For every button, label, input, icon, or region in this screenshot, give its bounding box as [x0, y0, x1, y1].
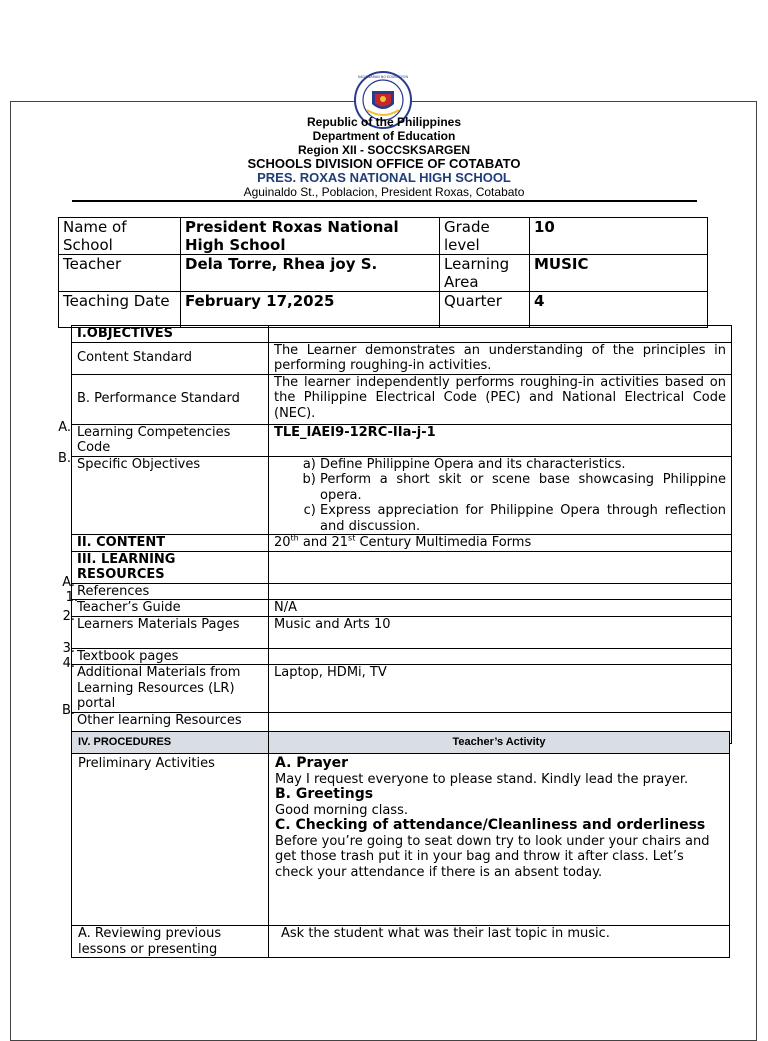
teacher-label: Teacher [59, 255, 181, 292]
tb-prefix: 3. [62, 641, 75, 656]
reviewing-label: A. Reviewing previous lessons or presenting [72, 926, 269, 958]
attendance-title: C. Checking of attendance/Cleanliness and orderliness [275, 817, 706, 833]
grade-label: Grade level [440, 218, 530, 255]
preliminary-activities-content [269, 754, 730, 926]
teachers-guide-label: Teacher’s Guide [72, 600, 269, 617]
procedures-header: IV. PROCEDURES [72, 732, 269, 754]
teaching-date-value: February 17,2025 [181, 292, 440, 328]
additional-materials-label: Additional Materials from Learning Resources (LR) portal [72, 665, 269, 713]
preliminary-activities-label: Preliminary Activities [72, 754, 269, 926]
other-resources-label: Other learning Resources [72, 712, 269, 743]
performance-standard-label: B. Performance Standard [72, 374, 269, 424]
specific-objectives-label: Specific Objectives [72, 456, 269, 535]
learners-materials-value: Music and Arts 10 [269, 616, 732, 648]
competencies-value: TLE_IAEI9-12RC-IIa-j-1 [269, 424, 732, 456]
school-info-table [58, 217, 708, 328]
school-label: Name of School [59, 218, 181, 255]
header-region: Region XII - SOCCSKSARGEN [297, 143, 470, 157]
prayer-text: May I request everyone to please stand. Kindly lead the prayer. [275, 771, 689, 787]
tg-prefix: 1. [65, 590, 78, 605]
learners-materials-label: Learners Materials Pages [72, 616, 269, 648]
objectives-title: I.OBJECTIVES [72, 326, 269, 343]
competencies-prefix: A. [58, 420, 71, 435]
learning-area-value: MUSIC [530, 255, 708, 292]
references-label: References [72, 583, 269, 600]
specific-prefix: B. [57, 451, 71, 466]
attendance-text: Before you’re going to seat down try to look under your chairs and get those trash put it in your bag and throw it after class. Let’s check your attendance if there is an absent today. [275, 833, 710, 880]
teachers-guide-value: N/A [269, 600, 732, 617]
content-title: II. CONTENT [72, 535, 269, 552]
learning-area-label: Learning Area [440, 255, 530, 292]
procedures-table [71, 731, 730, 958]
lm-prefix: 2. [62, 609, 75, 624]
list-item: c. Express appreciation for Philippine Opera through reflection and discussion. [320, 503, 726, 534]
header-school-name: PRES. ROXAS NATIONAL HIGH SCHOOL [257, 170, 511, 185]
content-standard-value: The Learner demonstrates an understanding of the principles in performing roughing-in activities. [269, 342, 732, 374]
objectives-table [71, 325, 732, 744]
greetings-text: Good morning class. [275, 802, 408, 818]
seal-lettering: KAGAWARAN NG EDUKASYON [357, 75, 409, 79]
header-rule [72, 200, 697, 202]
content-standard-label: Content Standard [72, 342, 269, 374]
content-value: 20th and 21st Century Multimedia Forms [269, 535, 732, 552]
grade-value: 10 [530, 218, 708, 255]
header-division: SCHOOLS DIVISION OFFICE OF COTABATO [247, 156, 521, 171]
header-address: Aguinaldo St., Poblacion, President Roxas, Cotabato [243, 185, 525, 199]
prayer-title: A. Prayer [275, 755, 348, 771]
specific-objectives-list [274, 457, 726, 535]
list-item: a. Define Philippine Opera and its characteristics. [320, 457, 726, 473]
header-department: Department of Education [312, 129, 456, 143]
quarter-value: 4 [530, 292, 708, 328]
ol-prefix: B. [61, 703, 75, 718]
header-republic: Republic of the Philippines [306, 115, 461, 129]
greetings-title: B. Greetings [275, 786, 374, 802]
quarter-label: Quarter [440, 292, 530, 328]
learning-resources-title: III. LEARNING RESOURCES [72, 551, 269, 583]
textbook-pages-label: Textbook pages [72, 648, 269, 665]
teachers-activity-header: Teacher’s Activity [269, 732, 730, 754]
am-prefix: 4. [62, 656, 75, 671]
list-item: b. Perform a short skit or scene base showcasing Philippine opera. [320, 472, 726, 503]
additional-materials-value: Laptop, HDMi, TV [269, 665, 732, 713]
competencies-label: Learning Competencies Code [72, 424, 269, 456]
reviewing-text: Ask the student what was their last topic in music. [269, 926, 730, 958]
teacher-value: Dela Torre, Rhea joy S. [181, 255, 440, 292]
school-value: President Roxas National High School [181, 218, 440, 255]
teaching-date-label: Teaching Date [59, 292, 181, 328]
references-prefix: A. [62, 575, 75, 590]
performance-standard-value: The learner independently performs roughing-in activities based on the Philippine Electrical Code (PEC) and National Electrical Code (NEC). [269, 374, 732, 424]
